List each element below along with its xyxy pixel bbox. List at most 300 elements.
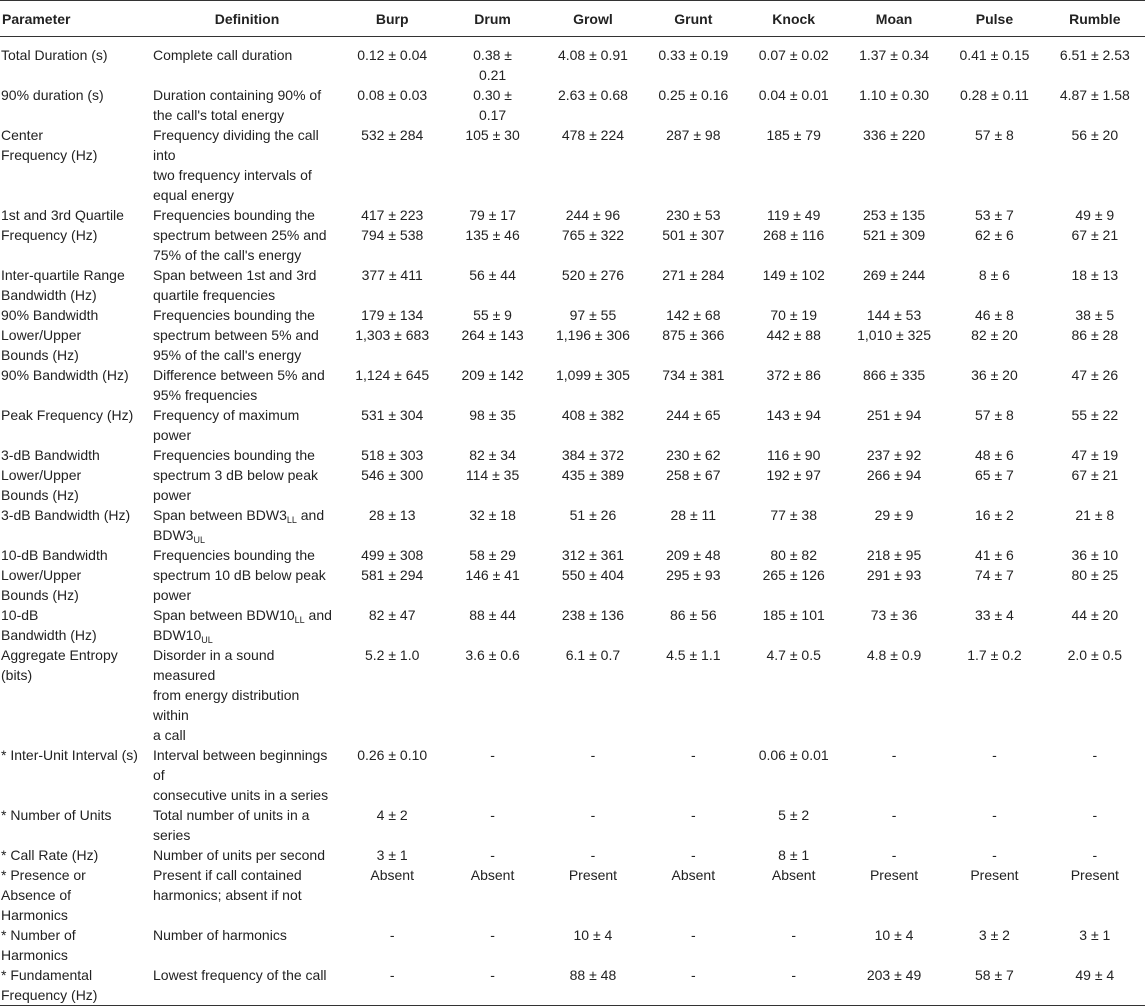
definition-cell [152,805,342,845]
value-line: 0.21 [478,67,507,83]
value-cell-moan [844,745,944,805]
value-cell-grunt [643,965,743,1006]
value-cell-burp [342,305,442,365]
value-cell-pulse [944,37,1044,86]
value-cell-grunt [643,865,743,925]
parameter-cell [0,805,152,845]
value-line: - [690,747,696,763]
value-line: 532 ± 284 [361,127,424,143]
parameter-line: 90% duration (s) [1,87,104,103]
value-cell-drum [442,37,542,86]
value-cell-moan [844,645,944,745]
value-line: 1.7 ± 0.2 [967,647,1022,663]
value-cell-knock [744,925,844,965]
value-line: 218 ± 95 [866,547,922,563]
value-cell-pulse [944,205,1044,265]
value-cell-burp [342,37,442,86]
value-line: 269 ± 244 [862,267,926,283]
value-cell-burp [342,965,442,1006]
parameter-line: 3-dB Bandwidth [1,447,100,463]
value-line: 28 ± 13 [368,507,416,523]
value-cell-burp [342,85,442,125]
value-cell-growl [543,645,643,745]
value-cell-pulse [944,605,1044,645]
value-cell-burp [342,445,442,505]
value-cell-grunt [643,805,743,845]
value-cell-drum [442,645,542,745]
parameter-line: Bounds (Hz) [1,487,79,503]
value-cell-knock [744,445,844,505]
parameter-cell [0,865,152,925]
parameter-line: Bounds (Hz) [1,587,79,603]
value-cell-pulse [944,805,1044,845]
parameter-line: Frequency (Hz) [1,987,98,1003]
value-line: - [992,807,997,823]
value-cell-knock [744,505,844,545]
subscript: LL [294,615,305,625]
definition-line: power [153,487,192,503]
value-line: 765 ± 322 [561,227,625,243]
value-cell-moan [844,925,944,965]
value-line: 478 ± 224 [561,127,625,143]
table-row [0,365,1145,405]
column-header-drum: Drum [442,1,542,37]
value-cell-moan [844,125,944,205]
value-cell-moan [844,405,944,445]
value-cell-moan [844,205,944,265]
value-line: - [992,847,997,863]
value-line: 41 ± 6 [975,547,1014,563]
value-line: - [690,847,696,863]
value-line: 6.1 ± 0.7 [565,647,621,663]
value-line: 0.41 ± 0.15 [959,47,1030,63]
value-line: 3 ± 1 [1079,927,1111,943]
value-line: 251 ± 94 [866,407,922,423]
value-line: 80 ± 25 [1071,567,1119,583]
value-line: 149 ± 102 [762,267,825,283]
value-line: 408 ± 382 [561,407,625,423]
column-header-rumble: Rumble [1045,1,1145,37]
value-line: 1.10 ± 0.30 [859,87,930,103]
parameter-cell [0,305,152,365]
value-line: 230 ± 62 [666,447,721,463]
value-line: 185 ± 79 [766,127,821,143]
value-cell-drum [442,405,542,445]
value-cell-grunt [643,645,743,745]
column-header-moan: Moan [844,1,944,37]
value-cell-rumble [1045,365,1145,405]
value-line: 2.63 ± 0.68 [557,87,628,103]
value-cell-moan [844,365,944,405]
definition-line: Number of harmonics [153,927,287,943]
value-line: 501 ± 307 [662,227,725,243]
value-line: 88 ± 44 [469,607,516,623]
definition-cell [152,865,342,925]
value-line: 135 ± 46 [465,227,520,243]
parameter-cell [0,745,152,805]
value-cell-grunt [643,605,743,645]
value-cell-knock [744,205,844,265]
value-line: 0.08 ± 0.03 [357,87,428,103]
parameter-line: Lower/Upper [1,567,82,583]
column-header-parameter: Parameter [0,1,152,37]
value-line: Absent [771,867,816,883]
value-cell-burp [342,265,442,305]
definition-line: Frequency dividing the call into [153,127,319,163]
value-cell-rumble [1045,925,1145,965]
table-row [0,445,1145,505]
value-cell-moan [844,845,944,865]
value-cell-grunt [643,85,743,125]
value-cell-grunt [643,125,743,205]
parameter-line: Lower/Upper [1,327,82,343]
value-line: 581 ± 294 [361,567,424,583]
value-line: 4.8 ± 0.9 [866,647,922,663]
value-line: Absent [470,867,515,883]
value-cell-pulse [944,505,1044,545]
value-cell-knock [744,965,844,1006]
definition-cell [152,505,342,545]
value-cell-growl [543,545,643,605]
value-line: 266 ± 94 [866,467,922,483]
value-line: 58 ± 29 [469,547,516,563]
value-line: 238 ± 136 [561,607,625,623]
value-line: - [690,967,696,983]
value-cell-growl [543,37,643,86]
value-line: 16 ± 2 [975,507,1014,523]
value-cell-pulse [944,545,1044,605]
definition-cell [152,445,342,505]
value-cell-drum [442,805,542,845]
value-line: 8 ± 1 [778,847,810,863]
value-line: - [490,967,495,983]
value-cell-burp [342,125,442,205]
value-cell-rumble [1045,605,1145,645]
value-cell-growl [543,265,643,305]
value-line: - [891,847,897,863]
value-line: 70 ± 19 [770,307,817,323]
table-row [0,205,1145,265]
definition-line: Duration containing 90% of [153,87,322,103]
value-line: 734 ± 381 [662,367,725,383]
value-cell-knock [744,405,844,445]
value-cell-pulse [944,265,1044,305]
value-cell-grunt [643,445,743,505]
value-cell-burp [342,365,442,405]
value-line: 146 ± 41 [465,567,520,583]
column-header-pulse: Pulse [944,1,1044,37]
definition-line: Frequencies bounding the [153,547,315,563]
value-line: 105 ± 30 [465,127,520,143]
definition-cell [152,305,342,365]
value-line: 271 ± 284 [662,267,725,283]
value-line: 38 ± 5 [1075,307,1115,323]
value-line: 265 ± 126 [762,567,825,583]
definition-line: Total number of units in a [153,807,310,823]
value-cell-knock [744,305,844,365]
value-line: 82 ± 34 [469,447,516,463]
value-line: - [590,847,596,863]
definition-line: 75% of the call's energy [153,247,302,263]
value-line: 49 ± 9 [1075,207,1115,223]
parameter-cell [0,405,152,445]
value-cell-grunt [643,845,743,865]
definition-line: Number of units per second [153,847,325,863]
value-cell-rumble [1045,545,1145,605]
value-line: 46 ± 8 [975,307,1014,323]
value-line: 295 ± 93 [666,567,721,583]
table-body [0,37,1145,1006]
value-cell-knock [744,645,844,745]
parameter-cell [0,445,152,505]
value-line: 57 ± 8 [975,127,1014,143]
value-line: 531 ± 304 [361,407,424,423]
value-line: 21 ± 8 [1075,507,1115,523]
value-line: 209 ± 48 [666,547,721,563]
value-cell-drum [442,205,542,265]
value-cell-rumble [1045,845,1145,865]
parameter-cell [0,37,152,86]
value-line: 144 ± 53 [866,307,922,323]
parameter-cell [0,265,152,305]
value-cell-growl [543,845,643,865]
parameter-line: Harmonics [1,907,68,923]
value-cell-burp [342,545,442,605]
parameter-line: Bounds (Hz) [1,347,79,363]
value-line: - [791,927,797,943]
value-cell-growl [543,605,643,645]
definition-cell [152,645,342,745]
parameter-line: Inter-quartile Range [1,267,125,283]
value-cell-burp [342,805,442,845]
value-cell-knock [744,265,844,305]
value-line: 82 ± 20 [971,327,1018,343]
value-line: 56 ± 44 [469,267,516,283]
value-cell-rumble [1045,805,1145,845]
parameter-line: 90% Bandwidth (Hz) [1,367,129,383]
value-line: 264 ± 143 [461,327,524,343]
value-cell-knock [744,545,844,605]
definition-line: Difference between 5% and [153,367,325,383]
value-line: - [1092,847,1098,863]
value-line: - [389,967,395,983]
value-line: 520 ± 276 [561,267,625,283]
parameter-cell [0,605,152,645]
definition-line: a call [153,727,186,743]
definition-line: spectrum 3 dB below peak [153,467,318,483]
table-row [0,645,1145,745]
value-line: 33 ± 4 [975,607,1014,623]
value-cell-grunt [643,37,743,86]
value-cell-pulse [944,745,1044,805]
value-line: 417 ± 223 [361,207,424,223]
definition-line: BDW3 [153,527,194,543]
value-cell-rumble [1045,865,1145,925]
definition-cell [152,125,342,205]
value-line: 142 ± 68 [666,307,721,323]
definition-line: Complete call duration [153,47,293,63]
value-line: 179 ± 134 [361,307,424,323]
definition-line: equal energy [153,187,234,203]
column-header-knock: Knock [744,1,844,37]
value-line: - [891,747,897,763]
parameter-line: Absence of [1,887,72,903]
value-line: 377 ± 411 [361,267,423,283]
definition-line: the call's total energy [153,107,285,123]
table-row [0,605,1145,645]
parameter-cell [0,965,152,1006]
value-cell-rumble [1045,405,1145,445]
parameter-line: * Presence or [1,867,86,883]
value-line: 47 ± 19 [1071,447,1119,463]
definition-line: spectrum 10 dB below peak [153,567,326,583]
value-cell-grunt [643,405,743,445]
value-cell-grunt [643,545,743,605]
value-cell-growl [543,305,643,365]
value-cell-growl [543,405,643,445]
value-line: 56 ± 20 [1071,127,1119,143]
value-cell-rumble [1045,645,1145,745]
value-line: 3.6 ± 0.6 [465,647,520,663]
value-line: - [1092,807,1098,823]
value-cell-grunt [643,925,743,965]
value-cell-drum [442,745,542,805]
value-line: - [690,807,696,823]
value-line: - [490,847,495,863]
value-line: 116 ± 90 [767,447,821,463]
column-header-growl: Growl [543,1,643,37]
value-cell-drum [442,505,542,545]
value-line: 0.12 ± 0.04 [357,47,428,63]
value-cell-growl [543,805,643,845]
value-cell-rumble [1045,125,1145,205]
value-line: 74 ± 7 [975,567,1014,583]
value-line: 435 ± 389 [561,467,625,483]
parameter-line: Peak Frequency (Hz) [1,407,134,423]
parameter-line: Frequency (Hz) [1,147,98,163]
value-line: 51 ± 26 [569,507,617,523]
parameter-line: * Fundamental [1,967,93,983]
value-cell-pulse [944,445,1044,505]
definition-line: harmonics; absent if not [153,887,302,903]
value-line: 0.33 ± 0.19 [658,47,729,63]
value-line: 546 ± 300 [361,467,424,483]
value-line: 67 ± 21 [1071,227,1119,243]
value-cell-drum [442,85,542,125]
value-line: 1,303 ± 683 [355,327,430,343]
definition-cell [152,925,342,965]
parameter-cell [0,125,152,205]
parameter-line: Lower/Upper [1,467,82,483]
value-line: 209 ± 142 [461,367,524,383]
value-line: 2.0 ± 0.5 [1067,647,1122,663]
definition-line: Interval between beginnings of [153,747,328,783]
table-row [0,745,1145,805]
table-row [0,845,1145,865]
value-line: - [590,807,596,823]
value-cell-burp [342,505,442,545]
value-line: 10 ± 4 [874,927,914,943]
value-line: 88 ± 48 [569,967,617,983]
value-line: 258 ± 67 [666,467,721,483]
value-cell-pulse [944,865,1044,925]
value-line: 794 ± 538 [361,227,424,243]
value-line: Present [970,867,1019,883]
value-line: 1,124 ± 645 [355,367,430,383]
value-cell-moan [844,545,944,605]
value-cell-rumble [1045,205,1145,265]
value-line: 49 ± 4 [1075,967,1115,983]
value-line: 55 ± 22 [1071,407,1119,423]
table-row [0,85,1145,125]
value-line: - [891,807,897,823]
value-cell-rumble [1045,505,1145,545]
value-cell-knock [744,85,844,125]
definition-line: Frequencies bounding the [153,207,315,223]
value-line: 499 ± 308 [361,547,424,563]
value-cell-rumble [1045,445,1145,505]
value-cell-burp [342,865,442,925]
value-line: 521 ± 309 [862,227,926,243]
value-line: 287 ± 98 [666,127,721,143]
value-line: 244 ± 65 [666,407,721,423]
value-line: 86 ± 56 [670,607,717,623]
parameter-line: Bandwidth (Hz) [1,627,97,643]
value-cell-burp [342,745,442,805]
value-line: 4.7 ± 0.5 [766,647,821,663]
value-cell-pulse [944,965,1044,1006]
parameter-cell [0,85,152,125]
value-cell-grunt [643,745,743,805]
value-cell-knock [744,865,844,925]
value-cell-drum [442,125,542,205]
definition-cell [152,965,342,1006]
value-cell-grunt [643,205,743,265]
value-cell-growl [543,125,643,205]
table-row [0,505,1145,545]
value-line: Absent [671,867,716,883]
value-line: 4.08 ± 0.91 [557,47,628,63]
parameter-line: Aggregate Entropy [1,647,118,663]
value-line: 0.17 [478,107,507,123]
value-line: 0.30 ± [473,87,512,103]
table-row [0,805,1145,845]
value-cell-moan [844,965,944,1006]
value-cell-growl [543,745,643,805]
parameter-line: Bandwidth (Hz) [1,287,97,303]
definition-line: quartile frequencies [153,287,276,303]
value-line: 0.06 ± 0.01 [758,747,829,763]
value-line: 1,010 ± 325 [857,327,931,343]
value-line: Present [1070,867,1119,883]
value-line: - [490,927,495,943]
parameter-line: * Call Rate (Hz) [1,847,99,863]
value-cell-rumble [1045,37,1145,86]
value-line: 97 ± 55 [569,307,617,323]
value-line: 203 ± 49 [866,967,922,983]
definition-cell [152,845,342,865]
definition-cell [152,85,342,125]
parameter-line: Total Duration (s) [1,47,108,63]
value-cell-rumble [1045,265,1145,305]
definition-line: Span between BDW3 [153,507,287,523]
value-line: 8 ± 6 [978,267,1010,283]
table-row [0,405,1145,445]
value-line: 4 ± 2 [376,807,408,823]
value-line: 866 ± 335 [862,367,926,383]
value-line: 4.5 ± 1.1 [666,647,721,663]
value-line: 82 ± 47 [368,607,416,623]
